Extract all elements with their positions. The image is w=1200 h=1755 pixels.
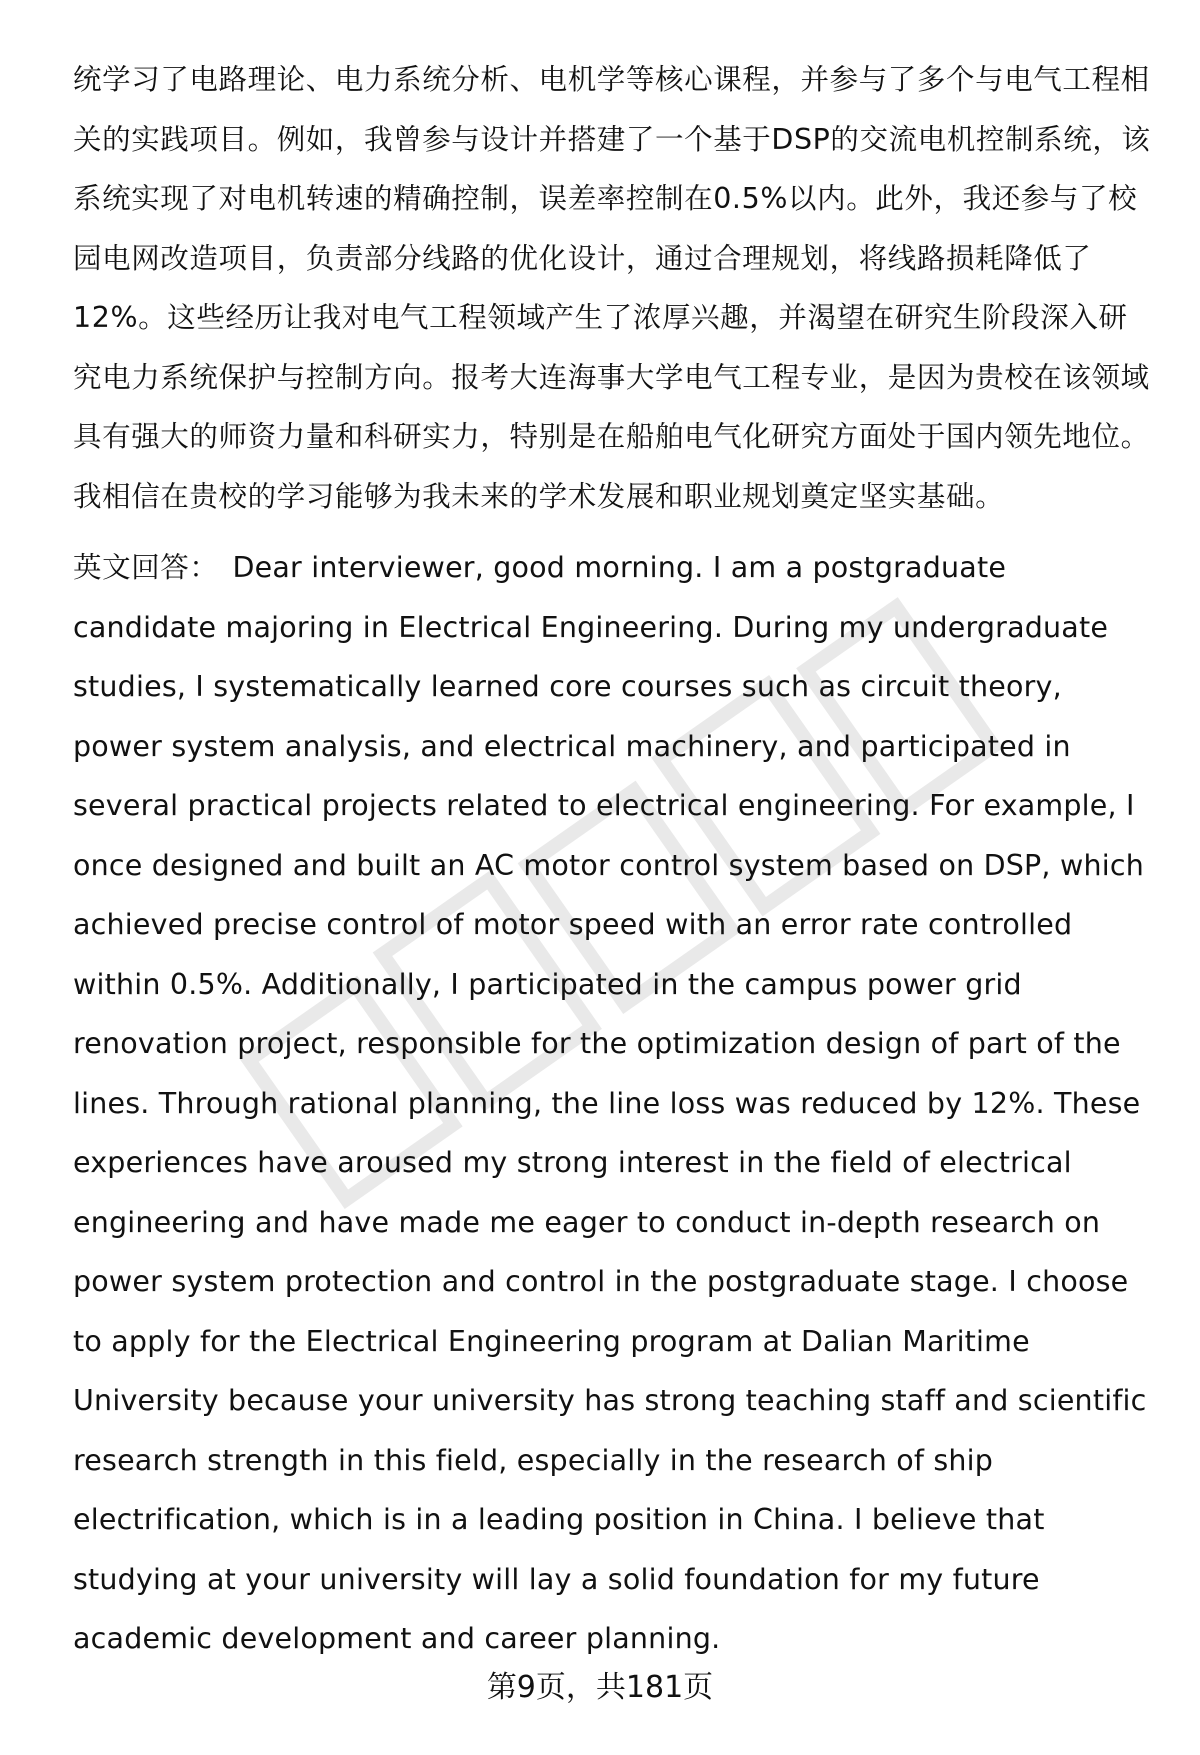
document-body xyxy=(73,50,1153,1669)
chinese-answer-paragraph: 统学习了电路理论、电力系统分析、电机学等核心课程，并参与了多个与电气工程相关的实践项目。例如，我曾参与设计并搭建了一个基于DSP的交流电机控制系统，该系统实现了对电机转速的精确控制，误差率控制在0.5%以内。此外，我还参与了校园电网改造项目，负责部分线路的优化设计，通过合理规划，将线路损耗降低了12%。这些经历让我对电气工程领域产生了浓厚兴趣，并渴望在研究生阶段深入研究电力系统保护与控制方向。报考大连海事大学电气工程专业，是因为贵校在该领域具有强大的师资力量和科研实力，特别是在船舶电气化研究方面处于国内领先地位。我相信在贵校的学习能够为我未来的学术发展和职业规划奠定坚实基础。 xyxy=(73,63,1151,513)
english-answer-text: Dear interviewer, good morning. I am a postgraduate candidate majoring in Electrical Engineering. During my undergraduate studies, I systematically learned core courses such as circuit theory, power system analysis, and electrical machinery, and participated in several practical projects related to electrical engineering. For example, I once designed and built an AC motor control system based on DSP, which achieved precise control of motor speed with an error rate controlled within 0.5%. Additionally, I participated in the campus power grid renovation project, responsible for the optimization design of part of the lines. Through rational planning, the line loss was reduced by 12%. These experiences have aroused my strong interest in the field of electrical engineering and have made me eager to conduct in-depth research on power system protection and control in the postgraduate stage. I choose to apply for the Electrical Engineering program at Dalian Maritime University because your university has strong teaching staff and scientific research strength in this field, especially in the research of ship electrification, which is in a leading position in China. I believe that studying at your university will lay a solid foundation for my future academic development and career planning. xyxy=(73,551,1147,1655)
english-answer-label: 英文回答： xyxy=(73,551,219,584)
page-number-footer: 第9页，共181页 xyxy=(486,1670,714,1705)
english-answer-paragraph xyxy=(73,538,1153,1669)
